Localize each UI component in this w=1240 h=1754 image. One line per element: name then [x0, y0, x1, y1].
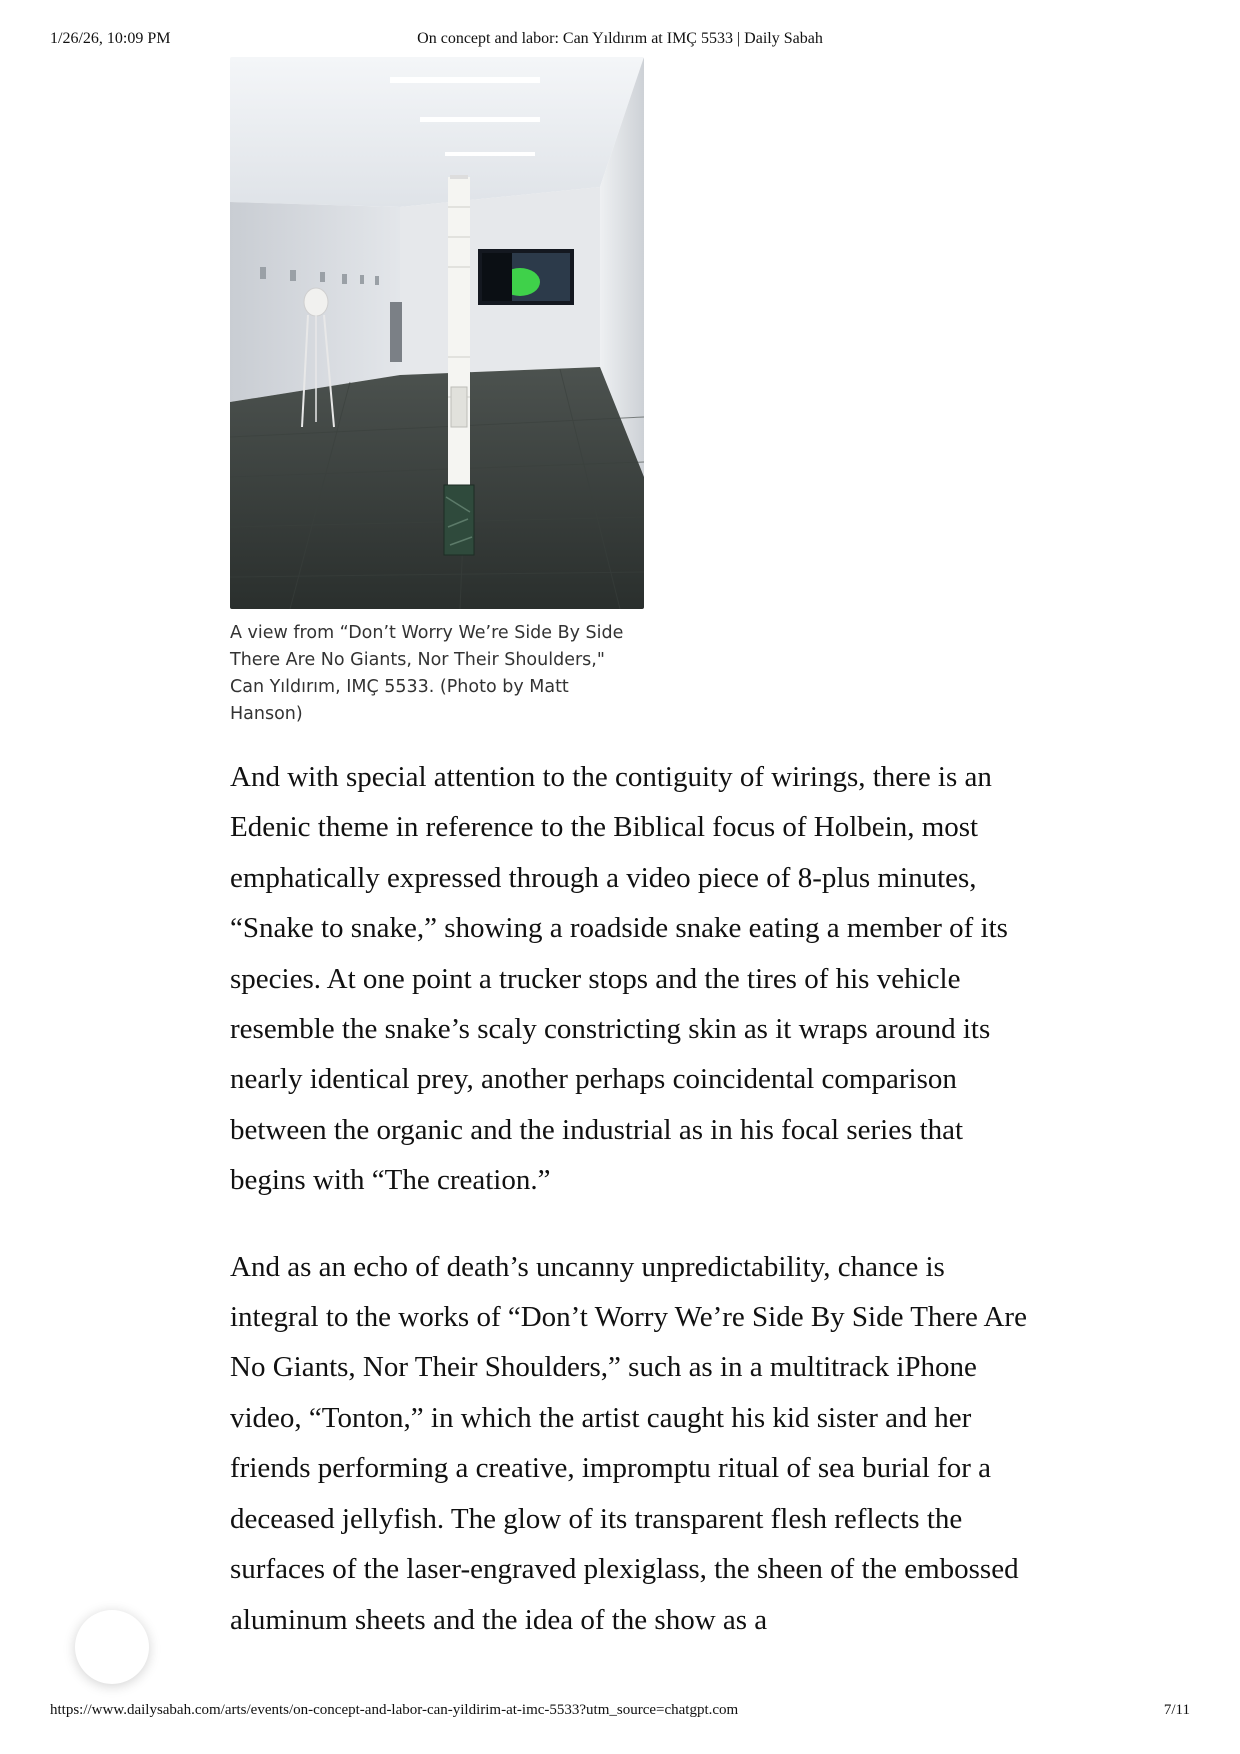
print-url: https://www.dailysabah.com/arts/events/on-concept-and-labor-can-yildirim-at-imc-5533?utm_source=chatgpt.com	[50, 1702, 739, 1718]
print-date: 1/26/26, 10:09 PM	[50, 30, 171, 47]
article-paragraph: And as an echo of death’s uncanny unpredictability, chance is integral to the works of “Don’t Worry We’re Side By Side There Are No Giants, Nor Their Shoulders,” such as in a multitrack iPhone video, “Tonton,” in which the artist caught his kid sister and her friends performing a creative, impromptu ritual of sea burial for a deceased jellyfish. The glow of its transparent flesh reflects the surfaces of the laser-engraved plexiglass, the sheen of the embossed aluminum sheets and the idea of the show as a	[230, 1250, 1027, 1636]
article-body	[230, 752, 1030, 1681]
print-page-number: 7/11	[1163, 1702, 1190, 1718]
gallery-photo-illustration	[230, 57, 644, 609]
article-paragraph: And with special attention to the contiguity of wirings, there is an Edenic theme in reference to the Biblical focus of Holbein, most emphatically expressed through a video piece of 8-plus minutes, “Snake to snake,” showing a roadside snake eating a member of its species. At one point a trucker stops and the tires of his vehicle resemble the snake’s scaly constricting skin as it wraps around its nearly identical prey, another perhaps coincidental comparison between the organic and the industrial as in his focal series that begins with “The creation.”	[230, 761, 1008, 1197]
photo-caption: A view from “Don’t Worry We’re Side By Side There Are No Giants, Nor Their Shoulders," Can Yıldırım, IMÇ 5533. (Photo by Matt Hanson)	[230, 623, 624, 724]
floating-action-button[interactable]	[75, 1610, 149, 1684]
gallery-photo	[230, 57, 644, 609]
print-page-title: On concept and labor: Can Yıldırım at IMÇ 5533 | Daily Sabah	[417, 30, 823, 47]
print-footer	[50, 1702, 1190, 1724]
print-header	[50, 30, 1190, 52]
